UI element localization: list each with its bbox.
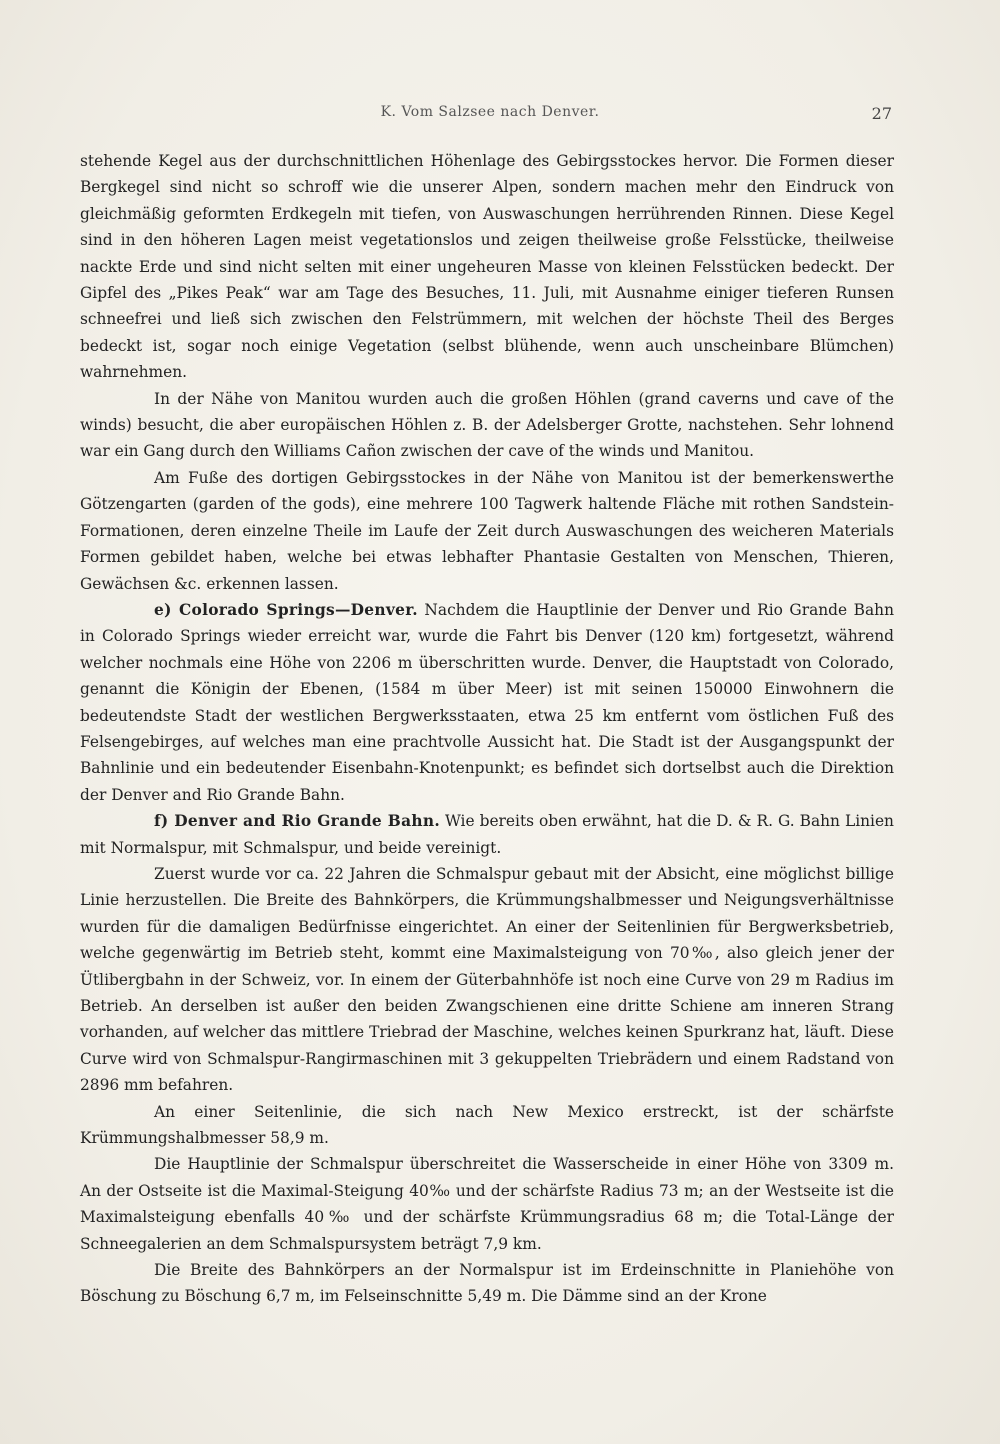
paragraph-denver-rio-grande bbox=[80, 808, 894, 861]
body-text bbox=[80, 148, 894, 1310]
section-heading-f: f) Denver and Rio Grande Bahn. bbox=[154, 812, 440, 831]
paragraph-text: Zuerst wurde vor ca. 22 Jahren die Schmalspur gebaut mit der Absicht, eine möglichst billige Linie herzustellen. Die Breite des Bahnkörpers, die Krümmungshalbmesser und Neigungsverhältnisse wurden für die damaligen Bedürfnisse eingerichtet. An einer der Seitenlinien für Bergwerksbetrieb, welche gegenwärtig im Betrieb steht, kommt eine Maximalsteigung von 70‰, also gleich jener der Ütlibergbahn in der Schweiz, vor. In einem der Güterbahnhöfe ist noch eine Curve von 29 m Radius im Betrieb. An derselben ist außer den beiden Zwangschienen eine dritte Schiene am inneren Strang vorhanden, auf welcher das mittlere Triebrad der Maschine, welches keinen Spurkranz hat, läuft. Diese Curve wird von Schmalspur-Rangirmaschinen mit 3 gekuppelten Triebrädern und einem Radstand von 2896 mm befahren. bbox=[80, 864, 894, 1095]
paragraph-new-mexico bbox=[80, 1099, 894, 1152]
paragraph-text: Am Fuße des dortigen Gebirgsstockes in der Nähe von Manitou ist der bemerkenswerthe Götzengarten (garden of the gods), eine mehrere 100 Tagwerk haltende Fläche mit rothen Sandstein-Formationen, deren einzelne Theile im Laufe der Zeit durch Auswaschungen des weicheren Materials Formen gebildet haben, welche bei etwas lebhafter Phantasie Gestalten von Menschen, Thieren, Gewächsen &c. erkennen lassen. bbox=[80, 468, 894, 593]
paragraph-manitou-caves bbox=[80, 386, 894, 465]
section-heading-e: e) Colorado Springs—Denver. bbox=[154, 600, 418, 619]
paragraph-text: In der Nähe von Manitou wurden auch die großen Höhlen (grand caverns und cave of the winds) besucht, die aber europäischen Höhlen z. B. der Adelsberger Grotte, nachstehen. Sehr lohnend war ein Gang durch den Williams Cañon zwischen der cave of the winds und Manitou. bbox=[80, 389, 894, 461]
paragraph-garden-of-gods bbox=[80, 465, 894, 597]
paragraph-text: Nachdem die Hauptlinie der Denver und Rio Grande Bahn in Colorado Springs wieder erreicht war, wurde die Fahrt bis Denver (120 km) fortgesetzt, während welcher nochmals eine Höhe von 2206 m überschritten wurde. Denver, die Hauptstadt von Colorado, genannt die Königin der Ebenen, (1584 m über Meer) ist mit seinen 150000 Einwohnern die bedeutendste Stadt der westlichen Bergwerksstaaten, etwa 25 km entfernt vom östlichen Fuß des Felsengebirges, auf welches man eine prachtvolle Aussicht hat. Die Stadt ist der Ausgangspunkt der Bahnlinie und ein bedeutender Eisenbahn-Knotenpunkt; es befindet sich dortselbst auch die Direktion der Denver and Rio Grande Bahn. bbox=[80, 600, 894, 804]
paragraph-text: An einer Seitenlinie, die sich nach New Mexico erstreckt, ist der schärfste Krümmungshalbmesser 58,9 m. bbox=[80, 1102, 894, 1148]
paragraph-text: Die Breite des Bahnkörpers an der Normalspur ist im Erdeinschnitte in Planiehöhe von Böschung zu Böschung 6,7 m, im Felseinschnitte 5,49 m. Die Dämme sind an der Krone bbox=[80, 1261, 894, 1306]
paragraph-pikes-peak bbox=[80, 148, 894, 386]
paragraph-hauptlinie bbox=[80, 1151, 894, 1257]
paragraph-colorado-springs-denver bbox=[80, 597, 894, 808]
paragraph-normalspur-breite bbox=[80, 1257, 894, 1310]
running-title: K. Vom Salzsee nach Denver. bbox=[380, 104, 600, 120]
paragraph-text: Die Hauptlinie der Schmalspur überschreitet die Wasserscheide in einer Höhe von 3309 m. An der Ostseite ist die Maximal-Steigung 40‰ und der schärfste Radius 73 m; an der Westseite ist die Maximalsteigung ebenfalls 40‰ und der schärfste Krümmungsradius 68 m; die Total-Länge der Schneegalerien an dem Schmalspursystem beträgt 7,9 km. bbox=[80, 1155, 894, 1253]
running-header bbox=[80, 104, 900, 128]
page-number: 27 bbox=[871, 104, 892, 123]
paragraph-text: stehende Kegel aus der durchschnittlichen Höhenlage des Gebirgsstockes hervor. Die Formen dieser Bergkegel sind nicht so schroff wie die unserer Alpen, sondern machen mehr den Eindruck von gleichmäßig geformten Erdkegeln mit tiefen, von Auswaschungen herrührenden Rinnen. Diese Kegel sind in den höheren Lagen meist vegetationslos und zeigen theilweise große Felsstücke, theilweise nackte Erde und sind nicht selten mit einer ungeheuren Masse von kleinen Felsstücken bedeckt. Der Gipfel des „Pikes Peak“ war am Tage des Besuches, 11. Juli, mit Ausnahme einiger tieferen Runsen schneefrei und ließ sich zwischen den Felstrümmern, mit welchen der höchste Theil des Berges bedeckt ist, sogar noch einige Vegetation (selbst blühende, wenn auch unscheinbare Blümchen) wahrnehmen. bbox=[80, 152, 894, 382]
paragraph-schmalspur-history bbox=[80, 861, 894, 1099]
paragraph-text: Wie bereits oben erwähnt, hat die D. & R. G. Bahn Linien mit Normalspur, mit Schmalspur, und beide vereinigt. bbox=[80, 812, 894, 857]
